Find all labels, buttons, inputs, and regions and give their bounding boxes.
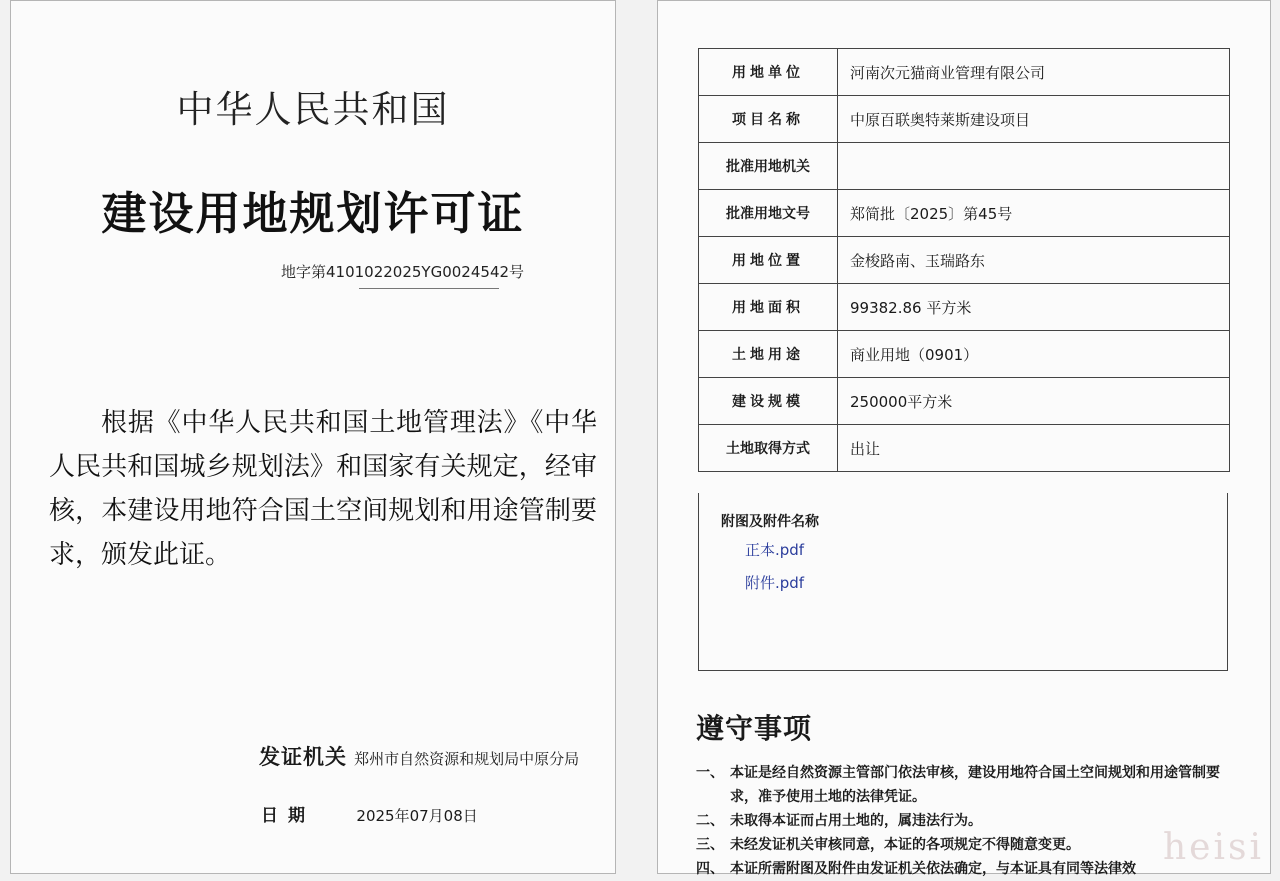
- notice-list: [696, 761, 1236, 881]
- row-value: 郑简批〔2025〕第45号: [838, 190, 1230, 237]
- certificate-title: 建设用地规划许可证: [101, 187, 525, 240]
- row-label: 批准用地机关: [699, 143, 838, 190]
- row-label: 批准用地文号: [699, 190, 838, 237]
- row-label: 用地面积: [699, 284, 838, 331]
- list-item: [696, 809, 1236, 833]
- row-label: 土地取得方式: [699, 425, 838, 472]
- country-name: 中华人民共和国: [176, 88, 450, 131]
- table-row: [699, 284, 1230, 331]
- land-info-table: [698, 48, 1230, 472]
- row-label: 土地用途: [699, 331, 838, 378]
- notice-text: 本证是经自然资源主管部门依法审核，建设用地符合国土空间规划和用途管制要求，准予使用土地的法律凭证。: [730, 765, 1220, 805]
- table-row: [699, 237, 1230, 284]
- attachment-link-original[interactable]: 正本.pdf: [745, 541, 805, 559]
- row-value: 250000平方米: [838, 378, 1230, 425]
- certificate-number: 地字第4101022025YG0024542号: [281, 263, 525, 281]
- notice-number: 二、: [696, 813, 724, 829]
- row-value: 出让: [838, 425, 1230, 472]
- row-label: 项目名称: [699, 96, 838, 143]
- issuer-label: 发证机关: [259, 745, 347, 769]
- row-value: 99382.86 平方米: [838, 284, 1230, 331]
- attachment-link-annex[interactable]: 附件.pdf: [745, 574, 805, 592]
- list-item: [696, 761, 1236, 809]
- certificate-body-text: 根据《中华人民共和国土地管理法》《中华人民共和国城乡规划法》和国家有关规定，经审核，本建设用地符合国土空间规划和用途管制要求，颁发此证。: [49, 408, 597, 570]
- table-row: [699, 331, 1230, 378]
- row-label: 用地位置: [699, 237, 838, 284]
- issuer-row: [259, 741, 579, 771]
- list-item: [696, 833, 1236, 857]
- row-value: 中原百联奥特莱斯建设项目: [838, 96, 1230, 143]
- attachments-box: [698, 493, 1228, 671]
- date-row: [261, 801, 478, 826]
- row-value: 商业用地（0901）: [838, 331, 1230, 378]
- date-value: 2025年07月08日: [356, 807, 478, 825]
- table-row: [699, 378, 1230, 425]
- list-item: [696, 857, 1236, 881]
- certificate-front-page: [10, 0, 616, 874]
- row-label: 用地单位: [699, 49, 838, 96]
- table-row: [699, 96, 1230, 143]
- row-value: [838, 143, 1230, 190]
- notice-text: 未经发证机关审核同意，本证的各项规定不得随意变更。: [730, 837, 1080, 853]
- row-label: 建设规模: [699, 378, 838, 425]
- table-row: [699, 143, 1230, 190]
- table-row: [699, 425, 1230, 472]
- table-row: [699, 49, 1230, 96]
- notice-title: 遵守事项: [696, 712, 813, 745]
- table-row: [699, 190, 1230, 237]
- row-value: 金梭路南、玉瑞路东: [838, 237, 1230, 284]
- notice-number: 三、: [696, 837, 724, 853]
- notice-text: 本证所需附图及附件由发证机关依法确定，与本证具有同等法律效: [730, 861, 1136, 877]
- certificate-detail-page: [657, 0, 1271, 877]
- notice-number: 一、: [696, 765, 724, 781]
- attachments-title: 附图及附件名称: [721, 514, 819, 530]
- date-label: 日期: [261, 806, 315, 826]
- notice-text: 未取得本证而占用土地的，属违法行为。: [730, 813, 982, 829]
- certificate-number-underline: [359, 288, 499, 289]
- row-value: 河南次元猫商业管理有限公司: [838, 49, 1230, 96]
- issuer-value: 郑州市自然资源和规划局中原分局: [354, 750, 580, 768]
- watermark-text: heisi: [1163, 827, 1264, 868]
- notice-number: 四、: [696, 861, 724, 877]
